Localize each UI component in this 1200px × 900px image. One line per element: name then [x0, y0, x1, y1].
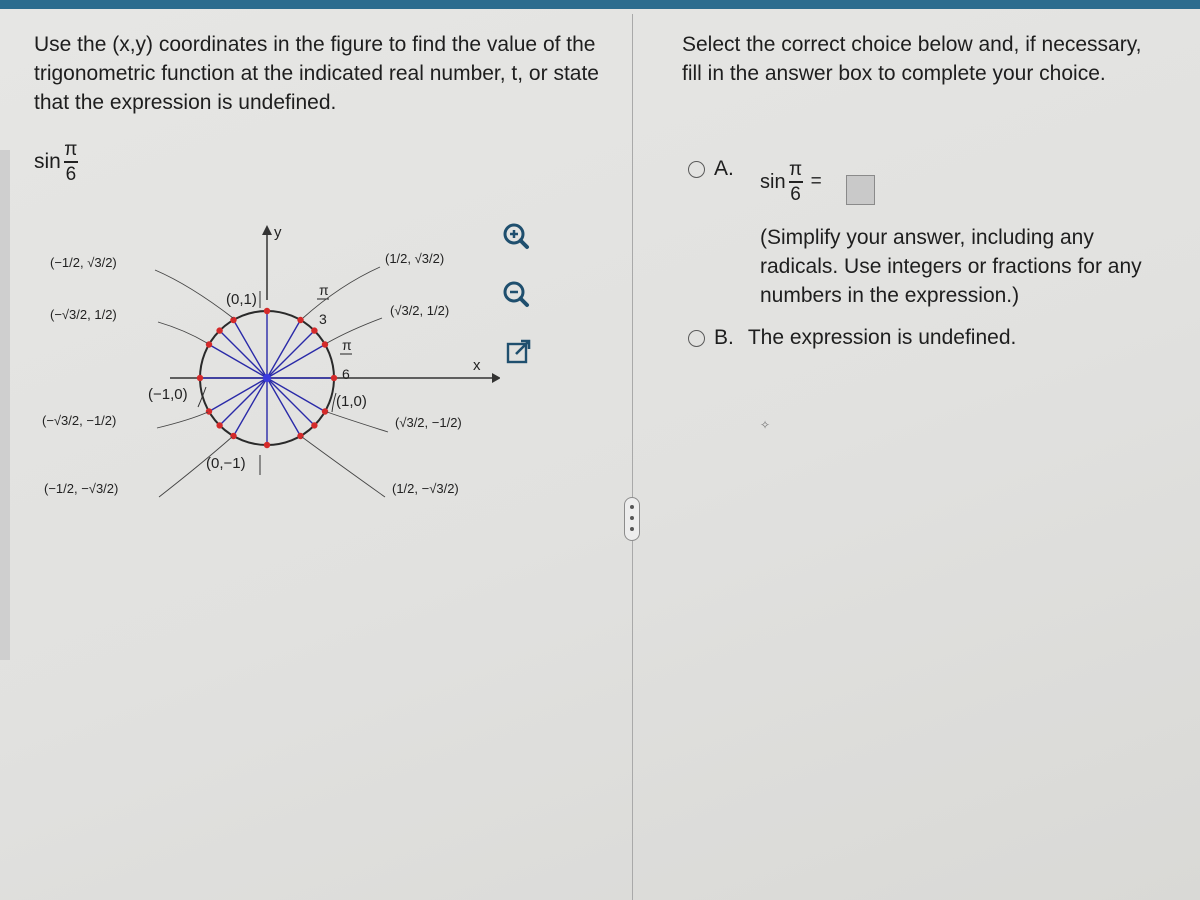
choice-b-label: B.	[714, 326, 734, 349]
coordinate-label-0: (1/2, √3/2)	[385, 251, 445, 266]
choice-b-radio[interactable]	[688, 330, 705, 347]
pane-resize-handle[interactable]	[624, 497, 640, 541]
point-150	[206, 341, 212, 347]
fraction-bar	[789, 181, 803, 183]
center-point	[263, 374, 271, 382]
choice-a-numerator: π	[789, 159, 803, 180]
point-60	[297, 317, 303, 323]
fraction-bar	[64, 161, 78, 163]
coordinate-label-1: (√3/2, 1/2)	[390, 303, 450, 318]
zoom-in-icon[interactable]	[502, 222, 530, 250]
point-210	[206, 408, 212, 414]
question-text: Use the (x,y) coordinates in the figure to find the value of the trigonometric function at the indicated real number, t, or state that the expression is undefined.	[34, 33, 599, 114]
point-315	[311, 422, 317, 428]
choice-b-text: The expression is undefined.	[747, 326, 1017, 349]
choice-a-expression	[760, 160, 822, 205]
question-func: sin	[34, 150, 61, 174]
question-denominator: 6	[65, 163, 77, 185]
axis-y-label: y	[274, 224, 282, 241]
choice-a-hint: (Simplify your answer, including any radicals. Use integers or fractions for any numbers in the expression.)	[760, 226, 1142, 307]
top-bar	[0, 0, 1200, 9]
choice-a-fraction	[789, 160, 803, 205]
axis-x-label: x	[473, 357, 481, 374]
label-0-neg1: (0,−1)	[206, 455, 246, 472]
point-0	[331, 375, 337, 381]
pi6-denominator: 6	[342, 366, 350, 382]
zoom-out-icon[interactable]	[502, 280, 530, 308]
y-axis-arrow	[262, 225, 272, 235]
coordinate-label-4: (−1/2, √3/2)	[50, 255, 117, 270]
choice-b[interactable]	[688, 326, 1016, 350]
coordinate-label-2: (√3/2, −1/2)	[395, 415, 462, 430]
coordinate-label-5: (−√3/2, 1/2)	[50, 307, 117, 322]
pi3-numerator: π	[319, 282, 329, 298]
coordinate-label-3: (1/2, −√3/2)	[392, 481, 459, 496]
point-270	[264, 442, 270, 448]
cursor-mark: ✧	[760, 418, 771, 432]
point-30	[322, 341, 328, 347]
point-90	[264, 308, 270, 314]
x-axis-arrow	[492, 373, 500, 383]
choice-a-radio[interactable]	[688, 161, 705, 178]
answer-input-box[interactable]	[846, 175, 875, 205]
angle-pi-over-6	[340, 337, 352, 382]
choice-a-func: sin	[760, 170, 786, 193]
choice-a-equals: =	[810, 171, 822, 193]
question-fraction	[64, 140, 78, 185]
point-300	[297, 433, 303, 439]
label-1-0: (1,0)	[336, 393, 367, 410]
point-120	[230, 317, 236, 323]
point-180	[197, 375, 203, 381]
point-225	[216, 422, 222, 428]
point-45	[311, 327, 317, 333]
open-new-window-icon[interactable]	[505, 338, 533, 366]
coordinate-label-7: (−1/2, −√3/2)	[44, 481, 119, 496]
choice-a-denominator: 6	[790, 183, 801, 205]
point-330	[322, 408, 328, 414]
question-numerator: π	[64, 139, 78, 160]
point-135	[216, 327, 222, 333]
pi6-numerator: π	[342, 337, 352, 353]
coordinate-label-6: (−√3/2, −1/2)	[42, 413, 117, 428]
coordinate-labels	[42, 251, 462, 496]
question-expression	[34, 140, 78, 185]
left-edge	[0, 150, 10, 660]
choice-a[interactable]	[688, 157, 734, 181]
label-0-1: (0,1)	[226, 291, 257, 308]
label-neg1-0: (−1,0)	[148, 386, 188, 403]
pane-divider	[632, 14, 633, 900]
unit-circle-figure	[30, 215, 500, 545]
instructions-text: Select the correct choice below and, if necessary, fill in the answer box to complete your choice.	[682, 33, 1142, 85]
pi3-denominator: 3	[319, 311, 327, 327]
choice-a-label: A.	[714, 157, 734, 180]
